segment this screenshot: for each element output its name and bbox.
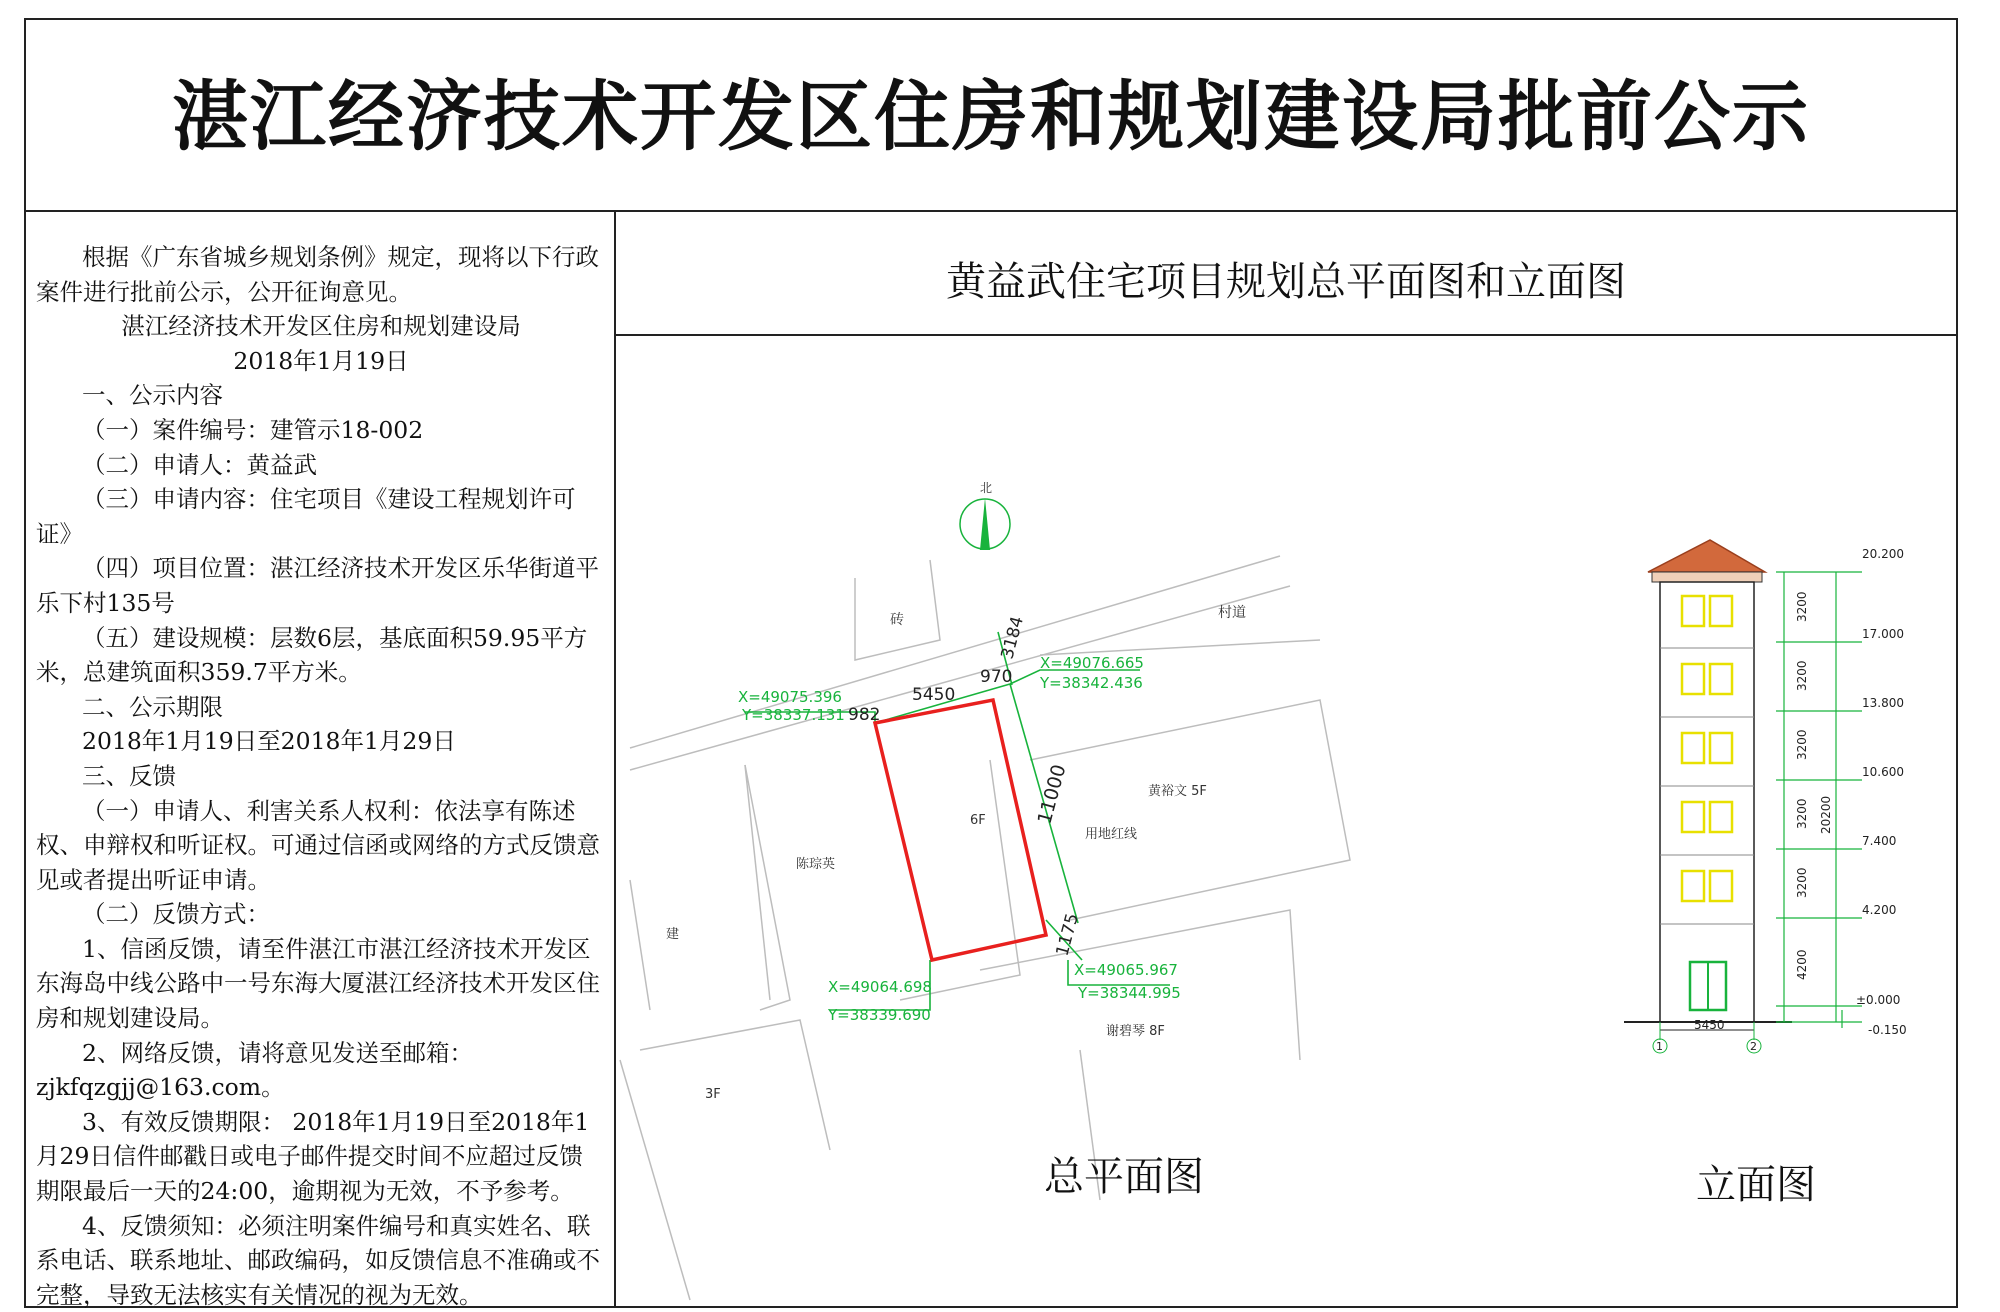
floor-height: 3200 [1795, 798, 1809, 829]
dim-5450: 5450 [912, 685, 956, 705]
village-road-label: 村道 [1218, 605, 1246, 621]
floor-height: 3200 [1795, 660, 1809, 691]
parcel-outline [630, 880, 650, 1010]
page-title: 湛江经济技术开发区住房和规划建设局批前公示 [172, 71, 1810, 161]
floor-height: 4200 [1795, 949, 1809, 980]
level-label: 7.400 [1862, 834, 1897, 848]
feedback-online: 2、网络反馈，请将意见发送至邮箱： [82, 1038, 473, 1067]
north-arrow-needle [980, 498, 990, 550]
coord-se-y: Y=38344.995 [1078, 984, 1181, 1002]
site-red-line [875, 700, 1046, 960]
elevation-caption: 立面图 [1696, 1162, 1816, 1208]
level-label: 13.800 [1862, 696, 1904, 710]
coord-nw-y: Y=38337.131 [742, 706, 845, 724]
floor-height: 3200 [1795, 591, 1809, 622]
coord-nw-x: X=49075.396 [738, 688, 842, 706]
dim-1175: 1175 [1052, 911, 1084, 959]
section-2-title: 二、公示期限 [82, 692, 223, 721]
total-height: 20200 [1819, 795, 1833, 834]
north-label: 北 [980, 481, 993, 495]
brick-label: 砖 [890, 612, 904, 628]
parcel-outline [1040, 640, 1320, 655]
feedback-letter: 1、信函反馈，请至件湛江市湛江经济技术开发区东海岛中线公路中一号东海大厦湛江经济技术开发区住房和规划建设局。 [36, 934, 600, 1033]
floor-height: 3200 [1795, 867, 1809, 898]
feedback-deadline: 3、有效反馈期限： 2018年1月19日至2018年1月29日信件邮戳日或电子邮件提交时间不应超过反馈期限最后一天的24:00，逾期视为无效，不予参考。 [36, 1107, 590, 1206]
roof-eave [1652, 572, 1762, 582]
east-building-outline [1030, 700, 1350, 920]
parcel-outline [640, 1020, 830, 1150]
level-label: ±0.000 [1856, 993, 1901, 1007]
coord-sw-x: X=49064.698 [828, 978, 932, 996]
building-floors-label: 6F [970, 813, 986, 828]
section-3-title: 三、反馈 [82, 761, 176, 790]
feedback-rights: （一）申请人、利害关系人权利：依法享有陈述权、申辩权和听证权。可通过信函或网络的方式反馈意见或者提出听证申请。 [36, 796, 600, 894]
dim-982: 982 [848, 705, 881, 725]
parcel-outline [620, 1060, 690, 1300]
coord-ne-x: X=49076.665 [1040, 654, 1144, 672]
level-label: 20.200 [1862, 547, 1904, 561]
neighbor-south-label: 谢碧琴 8F [1106, 1024, 1165, 1039]
axis-label-2: 2 [1750, 1040, 1757, 1053]
three-f-label: 3F [705, 1087, 721, 1102]
application-content: （三）申请内容：住宅项目《建设工程规划许可证》 [36, 485, 576, 548]
elevation-drawing [1624, 540, 1907, 1053]
coord-ne-y: Y=38342.436 [1040, 674, 1143, 692]
publicity-period: 2018年1月19日至2018年1月29日 [82, 727, 456, 756]
parcel-outline [900, 760, 1020, 1000]
axis-label-1: 1 [1656, 1040, 1663, 1053]
site-plan-caption: 总平面图 [1044, 1154, 1204, 1200]
coord-sw-y: Y=38339.690 [828, 1006, 931, 1024]
construction-scale: （五）建设规模：层数6层，基底面积59.95平方米，总建筑面积359.7平方米。 [36, 623, 588, 687]
north-arrow [960, 481, 1010, 550]
build-label: 建 [666, 927, 680, 942]
level-label: 17.000 [1862, 627, 1904, 641]
road-edge-line [630, 586, 1290, 770]
neighbor-west-label: 陈琮英 [796, 857, 836, 872]
feedback-email: zjkfqzgjj@163.com。 [36, 1073, 285, 1102]
section-1-title: 一、公示内容 [82, 381, 223, 410]
road-edge-line [630, 556, 1280, 748]
elevation-width: 5450 [1694, 1018, 1725, 1032]
roof [1648, 540, 1765, 572]
dim-3184: 3184 [997, 614, 1029, 662]
level-label: -0.150 [1868, 1023, 1907, 1037]
parcel-outline [745, 765, 770, 1000]
dim-11000: 11000 [1033, 762, 1071, 827]
project-location: （四）项目位置：湛江经济技术开发区乐华街道平乐下村135号 [36, 554, 599, 617]
level-label: 4.200 [1862, 903, 1897, 917]
feedback-methods: （二）反馈方式： [82, 900, 270, 929]
issue-date: 2018年1月19日 [233, 346, 409, 375]
applicant: （二）申请人：黄益武 [82, 450, 317, 479]
feedback-notes: 4、反馈须知：必须注明案件编号和真实姓名、联系电话、联系地址、邮政编码，如反馈信息不准确或不完整，导致无法核实有关情况的视为无效。 [36, 1211, 600, 1309]
issuer: 湛江经济技术开发区住房和规划建设局 [121, 312, 521, 341]
neighbor-east-label: 黄裕文 5F [1148, 784, 1207, 799]
level-label: 10.600 [1862, 765, 1904, 779]
brick-building-outline [855, 560, 940, 660]
coord-se-x: X=49065.967 [1074, 961, 1178, 979]
dim-970: 970 [980, 667, 1013, 687]
red-line-label: 用地红线 [1085, 827, 1138, 842]
drawing-title: 黄益武住宅项目规划总平面图和立面图 [946, 259, 1626, 305]
intro-paragraph: 根据《广东省城乡规划条例》规定，现将以下行政案件进行批前公示，公开征询意见。 [36, 243, 599, 306]
case-number: （一）案件编号：建管示18-002 [82, 415, 424, 444]
floor-height: 3200 [1795, 729, 1809, 760]
